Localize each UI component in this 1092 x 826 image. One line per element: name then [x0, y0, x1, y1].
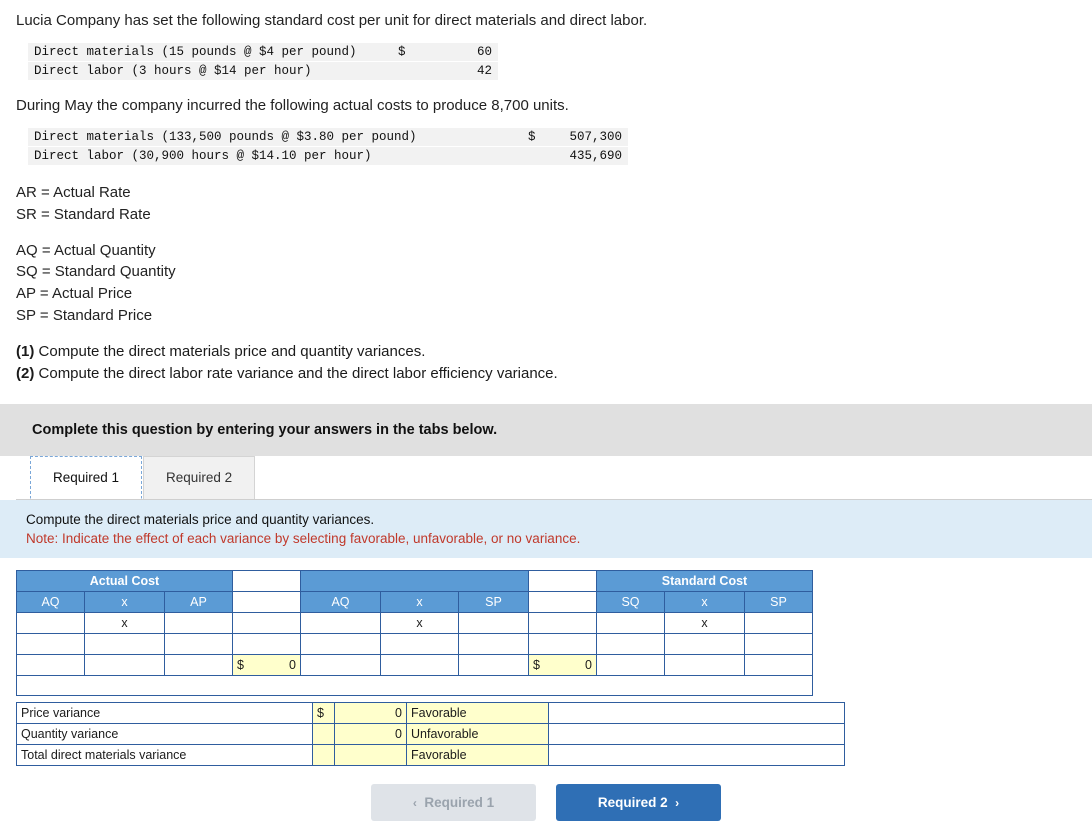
requirement-1 [16, 341, 1076, 364]
requirement-1-number: (1) [16, 342, 35, 360]
col-ap: AP [165, 591, 233, 612]
operator-x-mid: x [381, 612, 459, 633]
input-x-left-cell[interactable] [85, 633, 165, 654]
navigation-bar [16, 784, 1076, 821]
definition-sq: SQ = Standard Quantity [16, 263, 176, 281]
totals-row [17, 654, 813, 675]
total-mid-pad-2 [381, 654, 459, 675]
standard-materials-amount: 60 [476, 45, 492, 59]
total-actual-value: 0 [289, 657, 296, 672]
quantity-variance-label: Quantity variance [17, 723, 313, 744]
operator-row [17, 612, 813, 633]
total-right-pad-3 [745, 654, 813, 675]
col-x-right: x [665, 591, 745, 612]
spacer-row-cell [17, 675, 813, 695]
input-aq-left[interactable] [17, 633, 85, 654]
quantity-variance-effect[interactable]: Unfavorable [407, 723, 549, 744]
total-mid-pad-3 [459, 654, 529, 675]
standard-cost-table [28, 43, 498, 81]
tab-bar [16, 456, 1092, 500]
actual-labor-currency [528, 149, 552, 163]
tab-instruction-text: Compute the direct materials price and quantity variances. [26, 511, 375, 527]
definitions-rates [16, 182, 1076, 226]
intro-statement-1: Lucia Company has set the following standard cost per unit for direct materials and direct labor. [16, 12, 648, 29]
spacer-cell [529, 570, 597, 591]
col-x-left: x [85, 591, 165, 612]
input-aq-left-blank[interactable] [17, 612, 85, 633]
price-variance-value[interactable]: 0 [335, 702, 407, 723]
definitions-quantities [16, 240, 1076, 327]
input-sq[interactable] [597, 633, 665, 654]
input-x-mid-cell[interactable] [381, 633, 459, 654]
input-sp-right[interactable] [745, 633, 813, 654]
chevron-right-icon: › [675, 795, 680, 810]
total-standard-value: 0 [585, 657, 592, 672]
group-header-row [17, 570, 813, 591]
standard-cost-group-header: Standard Cost [597, 570, 813, 591]
col-aq-left: AQ [17, 591, 85, 612]
input-sp-right-blank[interactable] [745, 612, 813, 633]
table-row [28, 43, 498, 62]
col-sp-mid: SP [459, 591, 529, 612]
worksheet-grid [16, 570, 813, 696]
spacer-cell [233, 612, 301, 633]
input-aq-mid[interactable] [301, 633, 381, 654]
total-actual-currency: $ [237, 657, 244, 672]
actual-materials-amount: 507,300 [569, 130, 622, 144]
spacer-cell [529, 633, 597, 654]
tab-instruction-note: Note: Indicate the effect of each variance by selecting favorable, unfavorable, or no variance. [26, 530, 581, 546]
total-variance-label: Total direct materials variance [17, 744, 313, 765]
quantity-variance-spacer [549, 723, 845, 744]
requirements-list [16, 341, 1076, 386]
actual-labor-label: Direct labor (30,900 hours @ $14.10 per hour) [34, 149, 372, 163]
definition-ar: AR = Actual Rate [16, 184, 131, 201]
col-sp-right: SP [745, 591, 813, 612]
actual-materials-currency: $ [528, 130, 536, 144]
previous-required-button[interactable] [371, 784, 536, 821]
total-left-pad-2 [85, 654, 165, 675]
value-row [17, 633, 813, 654]
table-row [28, 62, 498, 81]
next-required-button[interactable] [556, 784, 721, 821]
spacer-cell [233, 570, 301, 591]
input-ap[interactable] [165, 633, 233, 654]
col-sq: SQ [597, 591, 665, 612]
total-standard-mid-cell [529, 654, 597, 675]
total-left-pad-3 [165, 654, 233, 675]
input-sp-mid-blank[interactable] [459, 612, 529, 633]
col-aq-mid: AQ [301, 591, 381, 612]
table-row [17, 702, 845, 723]
spacer-cell [529, 612, 597, 633]
quantity-variance-value[interactable]: 0 [335, 723, 407, 744]
input-ap-blank[interactable] [165, 612, 233, 633]
definition-ap: AP = Actual Price [16, 285, 133, 302]
price-variance-label: Price variance [17, 702, 313, 723]
actual-cost-group-header: Actual Cost [17, 570, 233, 591]
actual-materials-label: Direct materials (133,500 pounds @ $3.80 per pound) [34, 130, 417, 144]
operator-x-left: x [85, 612, 165, 633]
total-mid-pad-1 [301, 654, 381, 675]
col-x-mid: x [381, 591, 459, 612]
table-row [17, 723, 845, 744]
total-variance-effect[interactable]: Favorable [407, 744, 549, 765]
price-variance-currency: $ [313, 702, 335, 723]
spacer-cell [233, 591, 301, 612]
intro-statement-2: During May the company incurred the following actual costs to produce 8,700 units. [16, 97, 569, 114]
spacer-cell [233, 633, 301, 654]
requirement-2-number: (2) [16, 365, 35, 382]
table-row [17, 744, 845, 765]
total-left-pad-1 [17, 654, 85, 675]
definition-aq: AQ = Actual Quantity [16, 241, 156, 259]
standard-materials-label: Direct materials (15 pounds @ $4 per pound) [34, 45, 357, 59]
total-right-pad-1 [597, 654, 665, 675]
total-standard-currency: $ [533, 657, 540, 672]
requirement-2 [16, 363, 1076, 386]
price-variance-spacer [549, 702, 845, 723]
tab-instruction-panel [0, 500, 1092, 558]
input-aq-mid-blank[interactable] [301, 612, 381, 633]
actual-labor-amount: 435,690 [569, 149, 622, 163]
input-sp-mid[interactable] [459, 633, 529, 654]
requirement-1-text: Compute the direct materials price and quantity variances. [38, 342, 426, 360]
actual-cost-table [28, 128, 628, 166]
chevron-left-icon: ‹ [412, 795, 417, 810]
total-actual-cost-cell [233, 654, 301, 675]
input-sq-blank[interactable] [597, 612, 665, 633]
spacer-cell [529, 591, 597, 612]
requirement-2-text: Compute the direct labor rate variance and the direct labor efficiency variance. [38, 365, 558, 382]
input-x-right-cell[interactable] [665, 633, 745, 654]
variance-summary-grid [16, 702, 845, 766]
variance-worksheet [16, 570, 1076, 766]
quantity-variance-currency [313, 723, 335, 744]
standard-materials-currency: $ [398, 45, 406, 59]
instructions-banner: Complete this question by entering your answers in the tabs below. [0, 404, 1092, 456]
next-required-label: Required 2 [597, 794, 668, 810]
definition-sr: SR = Standard Rate [16, 205, 151, 223]
price-variance-effect[interactable]: Favorable [407, 702, 549, 723]
tab-required-1[interactable]: Required 1 [30, 456, 142, 499]
column-header-row [17, 591, 813, 612]
previous-required-label: Required 1 [424, 794, 495, 810]
table-row [28, 128, 628, 147]
tab-required-2[interactable]: Required 2 [143, 456, 255, 499]
total-variance-spacer [549, 744, 845, 765]
total-right-pad-2 [665, 654, 745, 675]
definition-sp: SP = Standard Price [16, 306, 153, 324]
total-variance-value[interactable] [335, 744, 407, 765]
standard-labor-currency [398, 64, 422, 78]
operator-x-right: x [665, 612, 745, 633]
standard-labor-amount: 42 [476, 64, 492, 78]
standard-labor-label: Direct labor (3 hours @ $14 per hour) [34, 64, 312, 78]
total-variance-currency [313, 744, 335, 765]
table-row [28, 147, 628, 166]
middle-group-header [301, 570, 529, 591]
blank-spacer-row [17, 675, 813, 695]
